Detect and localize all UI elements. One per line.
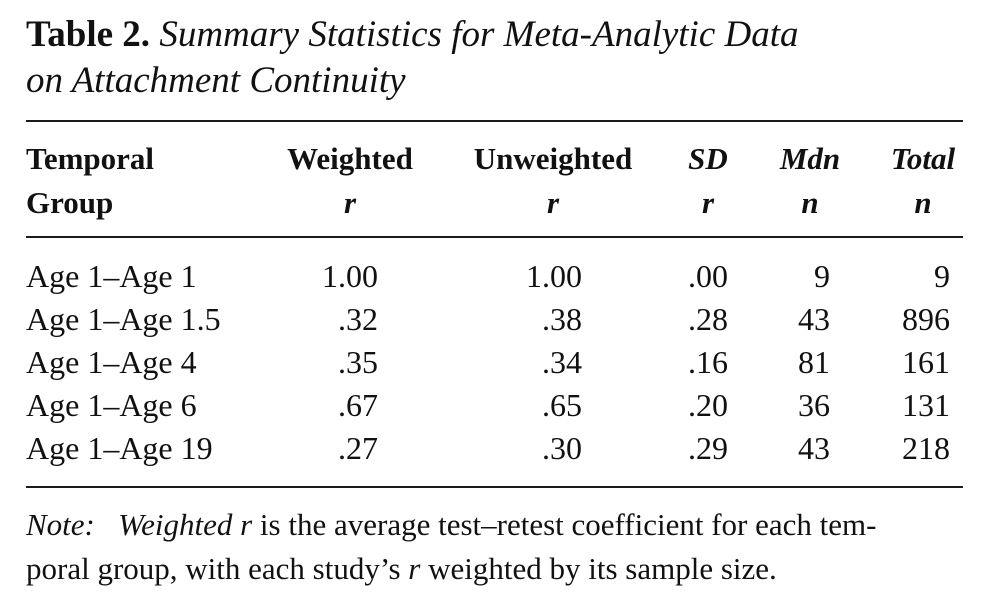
table-note — [26, 503, 966, 591]
note-term: Weighted r — [118, 507, 253, 542]
row-5-total: 218 — [902, 430, 950, 466]
row-5-weighted: .27 — [338, 430, 378, 466]
row-4-unweighted: .65 — [542, 387, 582, 423]
row-2-weighted: .32 — [338, 301, 378, 337]
header-temporal-group: Temporal Group — [26, 141, 155, 220]
table-caption-line1: Summary Statistics for Meta-Analytic Data — [159, 14, 799, 55]
table-title — [26, 12, 966, 104]
row-4-total: 131 — [902, 387, 950, 423]
row-2-sd: .28 — [688, 301, 728, 337]
row-1-group: Age 1–Age 1 — [26, 258, 197, 294]
note-text-line2-r: r — [408, 551, 421, 586]
header-weighted-r: Weighted r — [287, 141, 413, 220]
bottom-rule — [26, 486, 963, 488]
row-3-sd: .16 — [688, 344, 728, 380]
row-5-unweighted: .30 — [542, 430, 582, 466]
row-5-mdn: 43 — [798, 430, 830, 466]
row-5-group: Age 1–Age 19 — [26, 430, 213, 466]
row-1-sd: .00 — [688, 258, 728, 294]
row-3-group: Age 1–Age 4 — [26, 344, 197, 380]
table-caption-line2: on Attachment Continuity — [26, 60, 406, 101]
row-2-unweighted: .38 — [542, 301, 582, 337]
row-1-weighted: 1.00 — [322, 258, 378, 294]
row-2-mdn: 43 — [798, 301, 830, 337]
row-3-weighted: .35 — [338, 344, 378, 380]
row-3-mdn: 81 — [798, 344, 830, 380]
note-text-line1: is the average test–retest coefficient for each tem- — [252, 507, 877, 542]
table-number: Table 2. — [26, 14, 151, 55]
row-4-sd: .20 — [688, 387, 728, 423]
row-4-group: Age 1–Age 6 — [26, 387, 197, 423]
row-2-total: 896 — [902, 301, 950, 337]
row-1-unweighted: 1.00 — [526, 258, 582, 294]
row-1-total: 9 — [934, 258, 950, 294]
note-text-line2-a: poral group, with each study’s — [26, 551, 409, 586]
note-text-line2-b: weighted by its sample size. — [420, 551, 777, 586]
header-sd-r: SD r — [688, 141, 728, 220]
header-total-n: Total n — [890, 141, 956, 220]
header-rule — [26, 236, 963, 238]
row-3-unweighted: .34 — [542, 344, 582, 380]
row-4-mdn: 36 — [798, 387, 830, 423]
row-3-total: 161 — [902, 344, 950, 380]
note-label: Note: — [26, 507, 95, 542]
row-5-sd: .29 — [688, 430, 728, 466]
header-mdn-n: Mdn n — [779, 141, 841, 220]
row-4-weighted: .67 — [338, 387, 378, 423]
header-unweighted-r: Unweighted r — [473, 141, 633, 220]
row-2-group: Age 1–Age 1.5 — [26, 301, 221, 337]
row-1-mdn: 9 — [814, 258, 830, 294]
top-rule — [26, 120, 963, 122]
